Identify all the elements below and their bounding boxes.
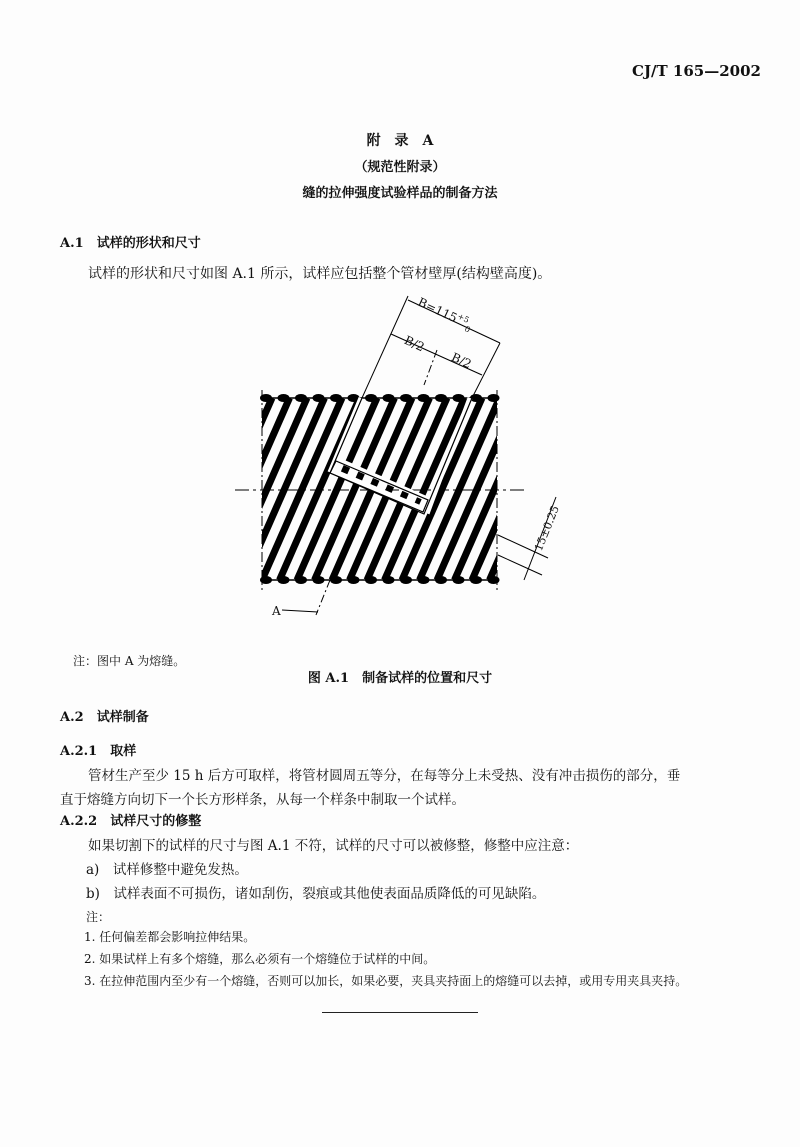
weld-stripe — [192, 398, 272, 580]
section-a2-heading — [60, 706, 149, 725]
weld-stripes — [122, 398, 710, 580]
weld-stripe — [507, 398, 587, 580]
appendix-subtitle: 缝的拉伸强度试验样品的制备方法 — [302, 186, 498, 201]
half-width-1: B/2 — [402, 333, 427, 355]
weld-stripe — [560, 398, 640, 580]
section-number: A.2.1 — [60, 744, 98, 759]
section-a21-line2: 直于熔缝方向切下一个长方形样条，从每一个样条中制取一个试样。 — [60, 792, 465, 808]
appendix-type: （规范性附录） — [354, 160, 446, 175]
weld-stripe — [157, 398, 237, 580]
tol-lower: 0 — [463, 324, 472, 335]
figure-note: 注：图中 A 为熔缝。 — [73, 654, 186, 668]
note-1: 1. 任何偏差都会影响拉伸结果。 — [84, 930, 256, 944]
section-title: 试样尺寸的修整 — [110, 814, 202, 829]
section-a21-line1: 管材生产至少 15 h 后方可取样，将管材圆周五等分，在每等分上未受热、没有冲击损伤的部分，垂 — [88, 768, 681, 784]
standard-number: CJ/T 165—2002 — [632, 62, 761, 80]
weld-stripe — [630, 398, 710, 580]
list-item-a: a) 试样修整中避免发热。 — [86, 862, 248, 878]
note-3: 3. 在拉伸范围内至少有一个熔缝，否则可以加长，如果必要，夹具夹持面上的熔缝可以去掉，或用专用夹具夹持。 — [84, 974, 688, 988]
notes-label: 注： — [86, 910, 111, 924]
end-rule — [322, 1012, 478, 1013]
section-a1-text: 试样的形状和尺寸如图 A.1 所示，试样应包括整个管材壁厚(结构壁高度)。 — [88, 266, 552, 282]
section-title: 试样制备 — [96, 710, 149, 725]
section-number: A.2.2 — [60, 814, 98, 829]
section-number: A.2 — [60, 710, 84, 725]
weld-stripe — [122, 398, 202, 580]
figure-caption: 图 A.1 制备试样的位置和尺寸 — [307, 671, 493, 686]
dim-b: B=115 — [415, 294, 460, 326]
appendix-title: 附 录 A — [366, 133, 434, 149]
section-title: 试样的形状和尺寸 — [96, 236, 201, 251]
weld-stripe — [490, 398, 570, 580]
weld-stripe — [595, 398, 675, 580]
tol-upper: +5 — [456, 311, 471, 325]
specimen-width-dim: 15±0.25 — [532, 503, 562, 553]
section-title: 取样 — [110, 744, 137, 759]
weld-stripe — [542, 398, 622, 580]
weld-stripe — [140, 398, 220, 580]
section-a21-heading — [60, 740, 136, 759]
half-width-2: B/2 — [449, 350, 474, 372]
weld-stripe — [612, 398, 692, 580]
section-a22-text: 如果切割下的试样的尺寸与图 A.1 不符，试样的尺寸可以被修整，修整中应注意： — [88, 838, 579, 854]
section-number: A.1 — [60, 236, 84, 251]
section-a22-heading — [60, 810, 201, 829]
weld-stripe — [175, 398, 255, 580]
weld-stripe — [577, 398, 657, 580]
list-item-b: b) 试样表面不可损伤，诸如刮伤，裂痕或其他使表面品质降低的可见缺陷。 — [86, 886, 546, 902]
weld-label-a: A — [272, 604, 281, 618]
note-2: 2. 如果试样上有多个熔缝，那么必须有一个熔缝位于试样的中间。 — [84, 952, 436, 966]
